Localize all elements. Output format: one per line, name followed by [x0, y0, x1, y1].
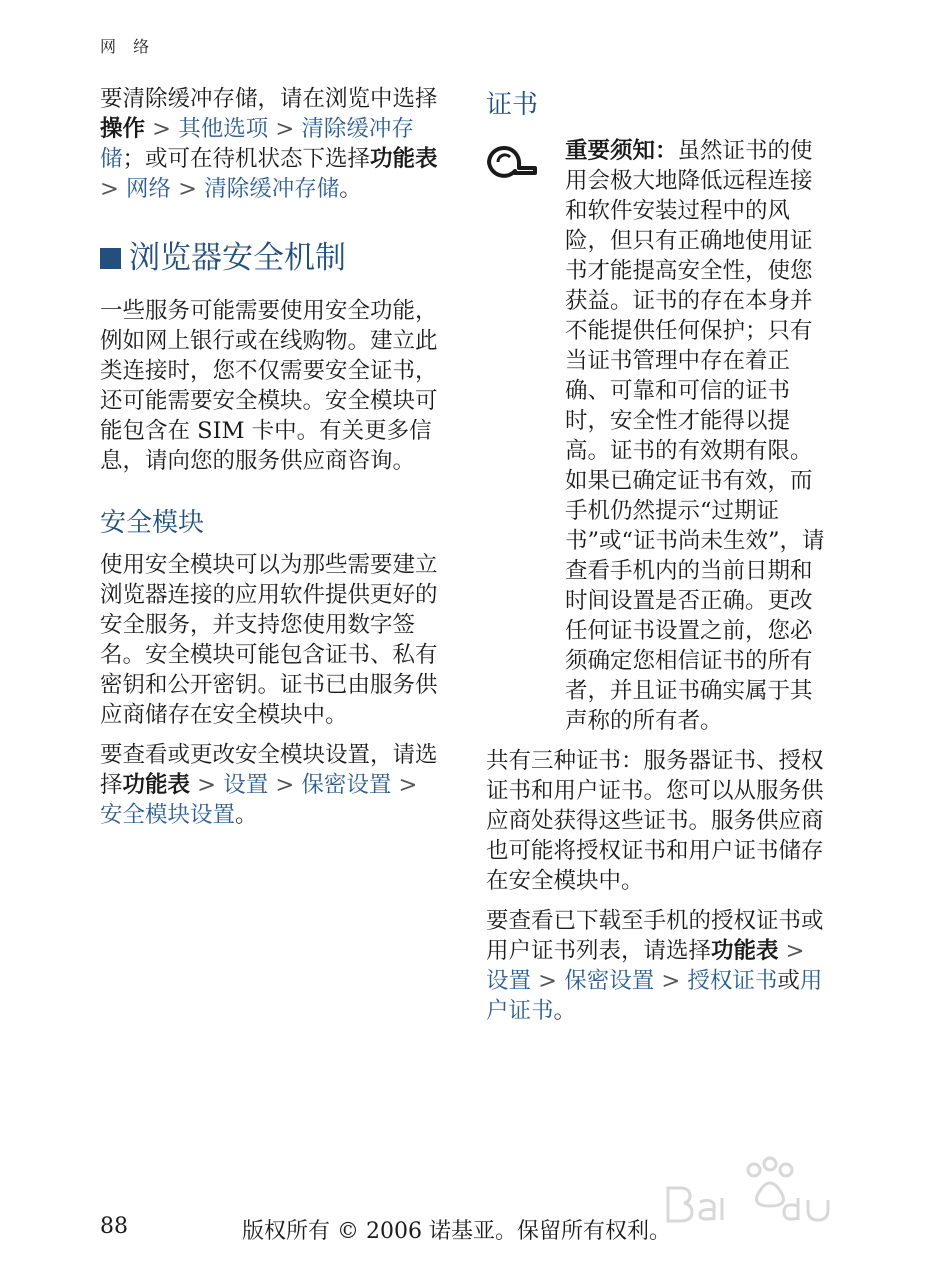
left-column: [100, 84, 442, 840]
baidu-jingyan-watermark: [662, 1150, 868, 1232]
square-bullet-icon: [100, 248, 121, 269]
separator: >: [778, 938, 805, 964]
text: 要查看已下载至手机的授权证书或用户证书列表，请选择: [486, 908, 824, 964]
menu-path-item: 清除缓冲存储: [100, 116, 414, 172]
menu-path-item: 用户证书: [486, 968, 823, 1024]
text: 或: [777, 968, 800, 994]
section-heading-browser-security: [100, 238, 442, 278]
certificate-types-paragraph: 共有三种证书：服务器证书、授权证书和用户证书。您可以从服务供应商处获得这些证书。服务供应商也可能将授权证书和用户证书储存在安全模块中。: [486, 748, 824, 894]
menu-path-item: 授权证书: [687, 968, 778, 994]
page-number: 88: [100, 1214, 128, 1239]
view-certificates-paragraph: [486, 906, 828, 1026]
separator: >: [190, 772, 224, 798]
copyright-notice: 版权所有 © 2006 诺基亚。保留所有权利。: [242, 1219, 671, 1244]
menu-keyword: 操作: [100, 116, 146, 142]
pointing-hand-icon: [486, 142, 538, 182]
right-column: [486, 84, 828, 1036]
browser-security-paragraph: 一些服务可能需要使用安全功能，例如网上银行或在线购物。建立此类连接时，您不仅需要安全证书，还可能需要安全模块。安全模块可能包含在 SIM 卡中。有关更多信息，请向您的服务供应商咨询。: [100, 298, 438, 474]
security-module-settings-paragraph: [100, 740, 442, 830]
separator: >: [171, 176, 205, 202]
text: 。: [553, 998, 577, 1024]
menu-keyword: 功能表: [122, 772, 191, 798]
menu-path-item: 保密设置: [301, 772, 392, 798]
menu-path-item: 清除缓冲存储: [204, 176, 340, 202]
separator: >: [391, 772, 418, 798]
security-module-paragraph: 使用安全模块可以为那些需要建立浏览器连接的应用软件提供更好的安全服务，并支持您使用数字签名。安全模块可能包含证书、私有密钥和公开密钥。证书已由服务供应商储存在安全模块中。: [100, 552, 438, 728]
running-header: 网 络: [100, 37, 156, 56]
separator: >: [654, 968, 688, 994]
clear-cache-paragraph: [100, 84, 442, 204]
subheading-certificates: 证书: [486, 90, 539, 120]
separator: >: [531, 968, 565, 994]
text: 。: [235, 802, 258, 828]
menu-path-item: 设置: [486, 968, 532, 994]
separator: >: [100, 176, 127, 202]
separator: >: [145, 116, 179, 142]
text: ；或可在待机状态下选择: [122, 146, 371, 172]
menu-path-item: 安全模块设置: [100, 802, 236, 828]
menu-path-item: 保密设置: [564, 968, 655, 994]
text: 。: [339, 176, 362, 202]
text: 要清除缓冲存储，请在浏览中选择: [100, 86, 438, 112]
text: 要查看或更改安全模块设置，请选择: [100, 742, 438, 798]
menu-path-item: 网络: [126, 176, 172, 202]
separator: >: [268, 116, 302, 142]
notice-label: 重要须知：: [565, 138, 678, 164]
menu-path-item: 设置: [223, 772, 269, 798]
separator: >: [268, 772, 302, 798]
menu-keyword: 功能表: [711, 938, 779, 964]
menu-path-item: 其他选项: [178, 116, 269, 142]
subheading-security-module: 安全模块: [100, 508, 205, 538]
notice-text: 虽然证书的使用会极大地降低远程连接和软件安装过程中的风险，但只有正确地使用证书才能提高安全性，使您获益。证书的存在本身并不能提供任何保护；只有当证书管理中存在着正确、可靠和可信的证书时，安全性才能得以提高。证书的有效期有限。如果已确定证书有效，而手机仍然提示“过期证书”或“证书尚未生效”，请查看手机内的当前日期和时间设置是否正确。更改任何证书设置之前，您必须确定您相信证书的所有者，并且证书确实属于其声称的所有者。: [565, 138, 825, 734]
important-notice: [486, 136, 828, 736]
heading-text: 浏览器安全机制: [129, 240, 346, 276]
menu-keyword: 功能表: [370, 146, 438, 172]
